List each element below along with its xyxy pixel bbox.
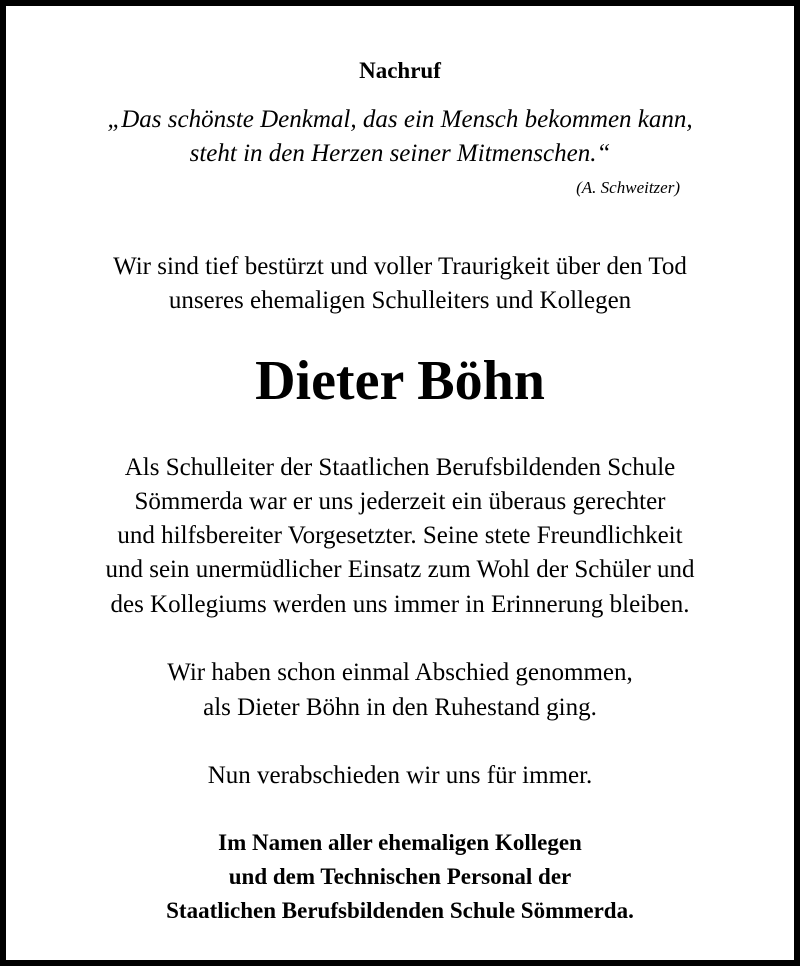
signature-line: Staatlichen Berufsbildenden Schule Sömmerda. [166, 898, 634, 923]
paragraph-line: und sein unermüdlicher Einsatz zum Wohl der Schüler und [105, 556, 695, 583]
signature-line: Im Namen aller ehemaligen Kollegen [218, 830, 582, 855]
paragraph-line: und hilfsbereiter Vorgesetzter. Seine stete Freundlichkeit [117, 522, 683, 549]
farewell-line-2: als Dieter Böhn in den Ruhestand ging. [203, 694, 597, 721]
paragraph-line: Als Schulleiter der Staatlichen Berufsbildenden Schule [124, 454, 676, 481]
deceased-name: Dieter Böhn [255, 350, 545, 412]
notice-heading: Nachruf [359, 58, 441, 83]
farewell-line-1: Wir haben schon einmal Abschied genommen, [167, 659, 633, 686]
paragraph-line: Sömmerda war er uns jederzeit ein überaus gerechter [134, 488, 666, 515]
intro-line-1: Wir sind tief bestürzt und voller Traurigkeit über den Tod [113, 253, 687, 280]
closing-line: Nun verabschieden wir uns für immer. [207, 762, 593, 789]
intro-line-2: unseres ehemaligen Schulleiters und Kollegen [168, 287, 632, 314]
quote-line-2: steht in den Herzen seiner Mitmenschen.“ [189, 140, 611, 167]
signature-line: und dem Technischen Personal der [228, 864, 572, 889]
quote-line-1: „Das schönste Denkmal, das ein Mensch bekommen kann, [107, 106, 693, 133]
paragraph-line: des Kollegiums werden uns immer in Erinnerung bleiben. [110, 591, 690, 618]
quote-attribution: (A. Schweitzer) [576, 178, 680, 197]
